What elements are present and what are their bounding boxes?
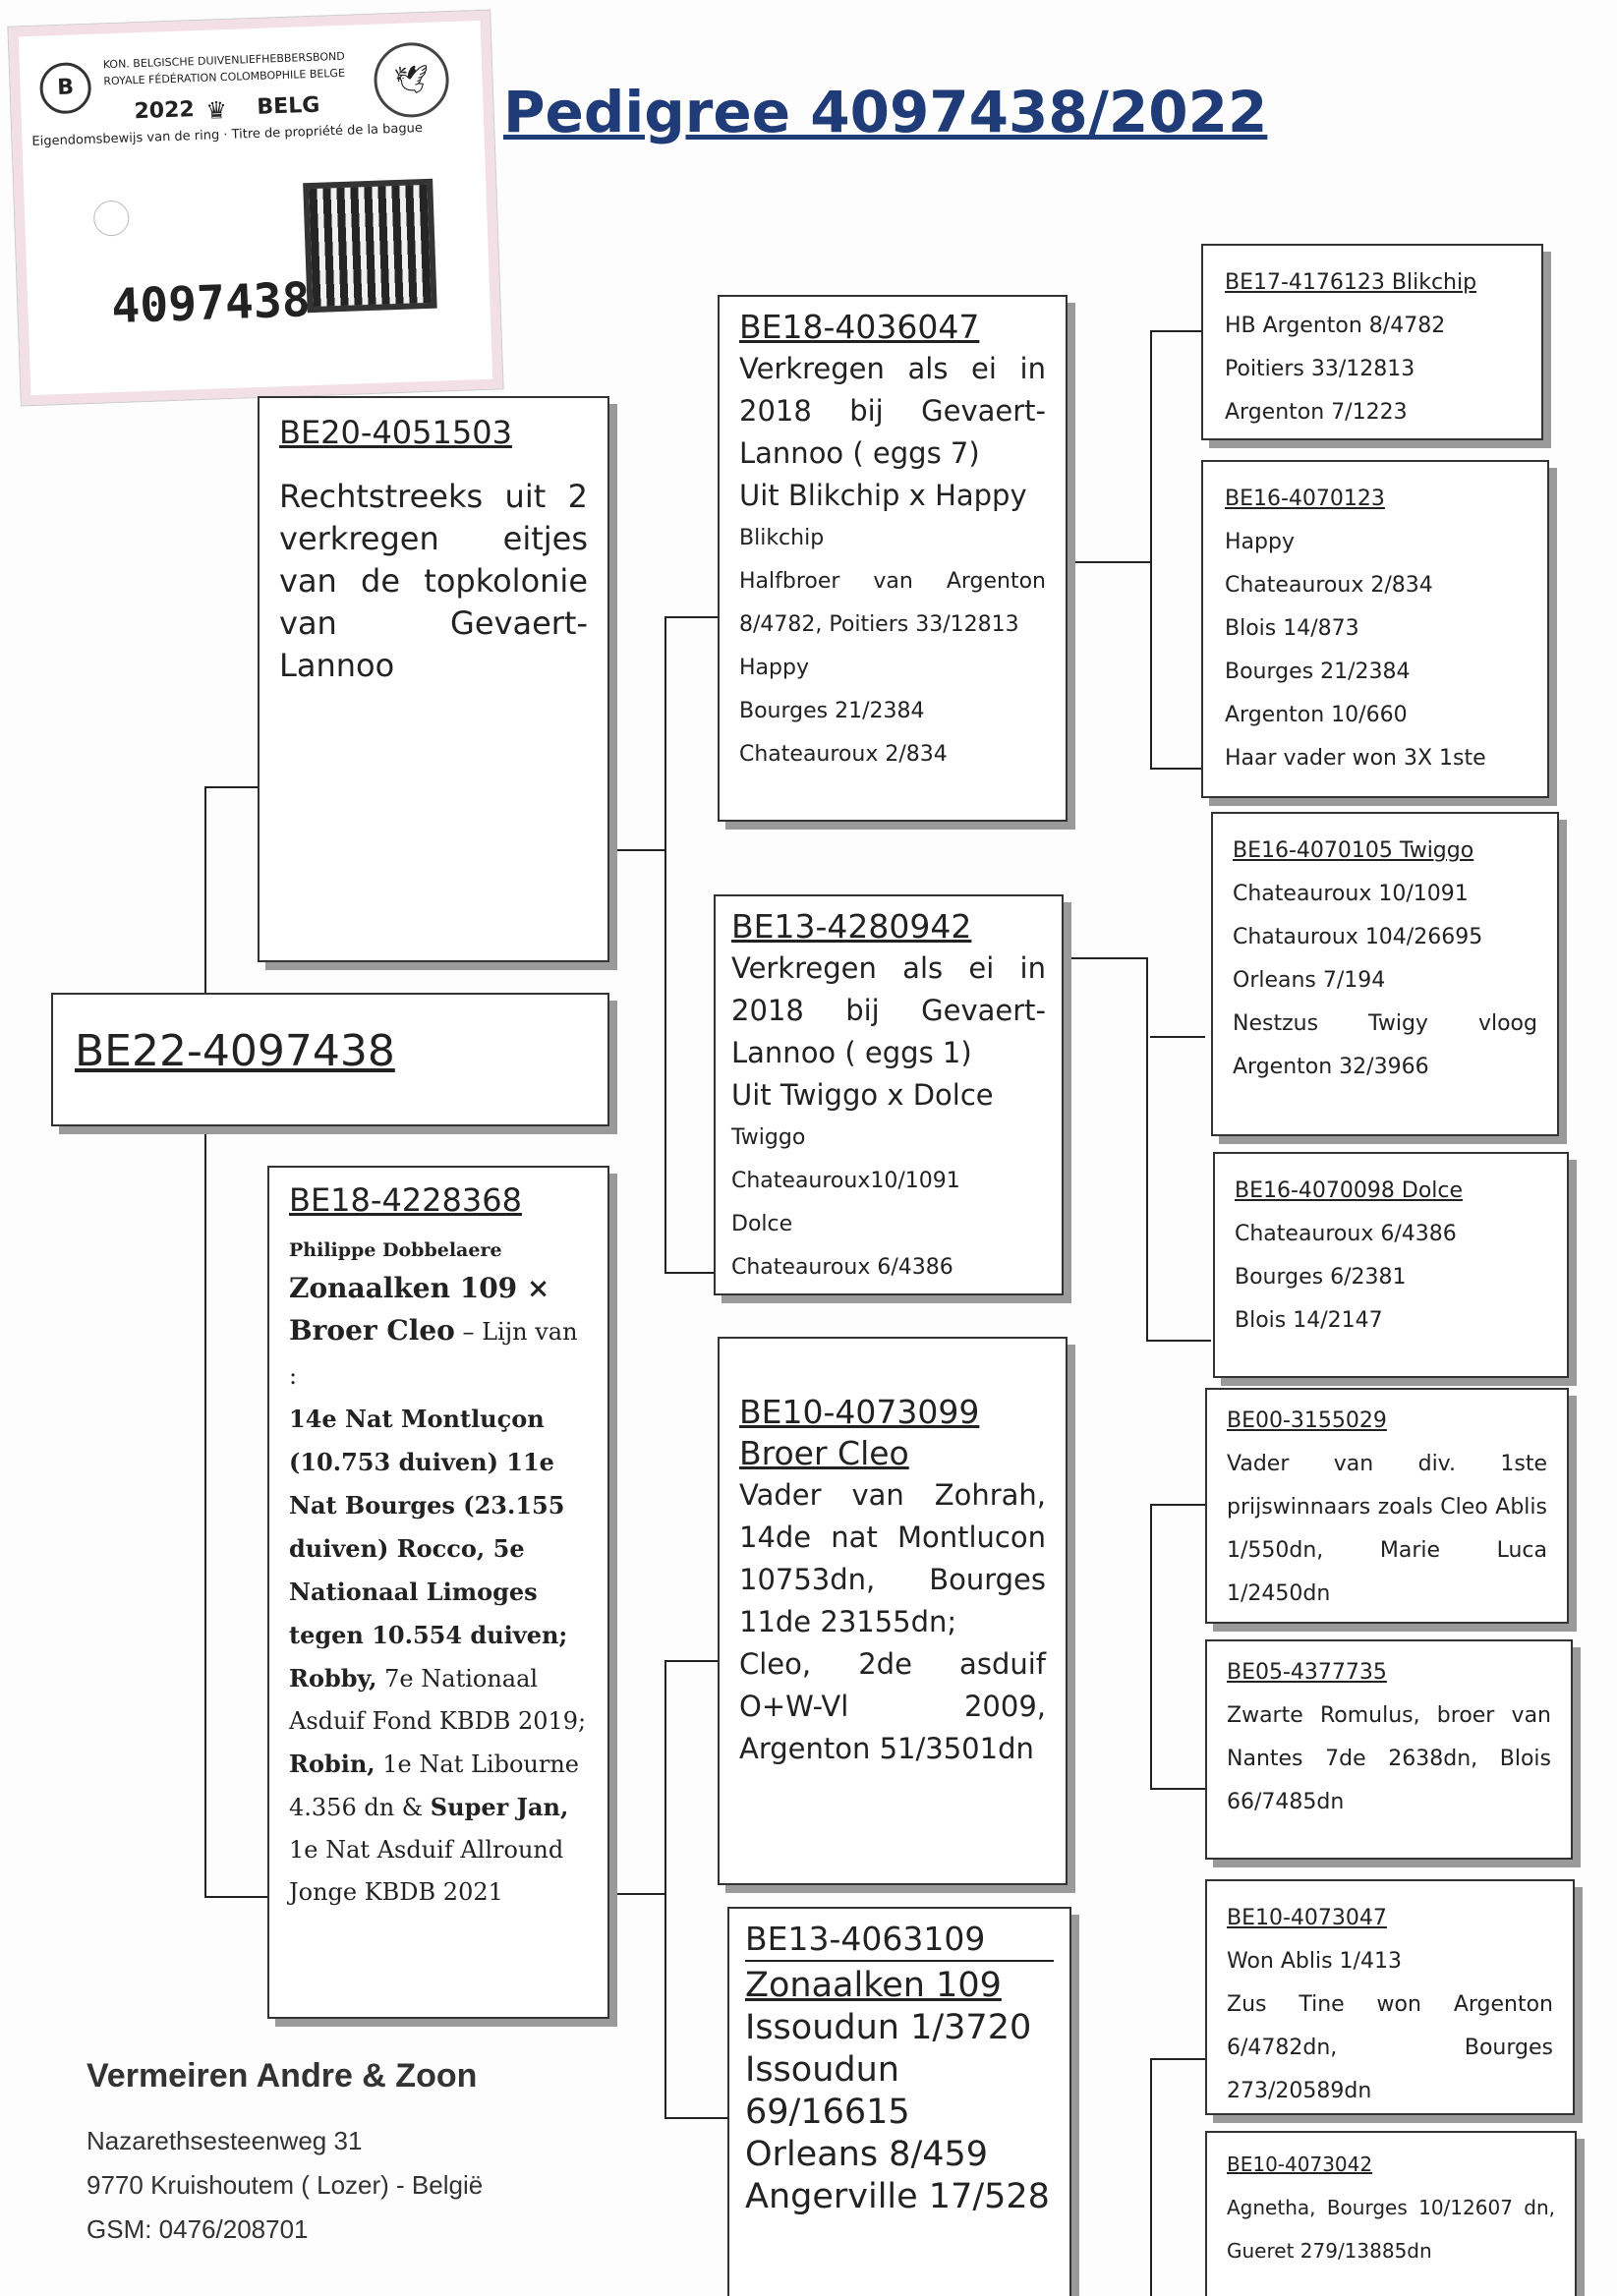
ss-line: Bourges 21/2384: [739, 699, 925, 723]
sire-text: Rechtstreeks uit 2 verkregen eitjes van de topkolonie van Gevaert-Lannoo: [279, 478, 588, 684]
sire-id: BE20-4051503: [279, 414, 512, 451]
crown-icon: ♛: [205, 95, 228, 125]
ssd-line: Argenton 10/660: [1225, 703, 1408, 727]
sdd-id: BE16-4070098 Dolce: [1235, 1178, 1464, 1203]
ring-number: 4097438: [110, 272, 312, 335]
owner-phone: GSM: 0476/208701: [87, 2214, 309, 2244]
federation-line2: ROYALE FÉDÉRATION COLOMBOPHILE BELGE: [103, 66, 346, 88]
ssd-box: [1201, 460, 1549, 798]
sd-line: Twiggo: [731, 1125, 806, 1150]
dds-box: [1205, 1879, 1575, 2115]
dss-line: Vader van div. 1ste prijswinnaars zoals Cleo Ablis 1/550dn, Marie Luca 1/2450dn: [1227, 1452, 1547, 1606]
dam-text-n3: 1e Nat Asduif Allround Jonge KBDB 2021: [289, 1836, 564, 1906]
ss-line: Happy: [739, 656, 809, 680]
ddd-box: [1205, 2131, 1577, 2296]
ssd-line: Haar vader won 3X 1ste: [1225, 746, 1486, 771]
sd-box: [714, 894, 1064, 1295]
sdd-line: Bourges 6/2381: [1235, 1265, 1407, 1290]
dam-bold-line2: Broer Cleo: [289, 1314, 455, 1347]
ss-line: Uit Blikchip x Happy: [739, 479, 1027, 512]
ss-line: Chateauroux 2/834: [739, 742, 948, 767]
punch-hole: [93, 201, 130, 237]
owner-address1: Nazarethsesteenweg 31: [87, 2126, 363, 2155]
dd-line: Issoudun 1/3720: [745, 2008, 1032, 2047]
sd-id: BE13-4280942: [731, 907, 972, 946]
ownership-text: Eigendomsbewijs van de ring · Titre de propriété de la bague: [31, 121, 424, 149]
ring-year: 2022: [134, 97, 196, 125]
dam-text-n2: 1e Nat Libourne 4.356 dn &: [289, 1751, 579, 1821]
ssd-line: Bourges 21/2384: [1225, 660, 1411, 684]
sdd-line: Chateauroux 6/4386: [1235, 1222, 1457, 1246]
sss-box: [1201, 244, 1543, 440]
sire-box: [258, 396, 609, 962]
ssd-line: Blois 14/873: [1225, 616, 1359, 641]
ddd-id: BE10-4073042: [1227, 2152, 1373, 2176]
dsd-line: Zwarte Romulus, broer van Nantes 7de 2638dn, Blois 66/7485dn: [1227, 1703, 1551, 1814]
pigeon-globe-logo: 🕊: [373, 41, 450, 119]
dd-line: Angerville 17/528: [745, 2177, 1050, 2216]
ds-box: [718, 1337, 1068, 1885]
ssd-id: BE16-4070123: [1225, 487, 1385, 511]
dss-id: BE00-3155029: [1227, 1408, 1387, 1433]
sd-line: Chateauroux 6/4386: [731, 1255, 953, 1280]
ss-line: Verkregen als ei in 2018 bij Gevaert-Lannoo ( eggs 7): [739, 352, 1046, 470]
dam-text-b1: 14e Nat Montluçon (10.753 duiven) 11e Nat Bourges (23.155 duiven) Rocco, 5e Nationaal Limoges tegen 10.554 duiven; Robby,: [289, 1405, 568, 1693]
sdd-line: Blois 14/2147: [1235, 1308, 1383, 1333]
dds-line: Won Ablis 1/413: [1227, 1949, 1402, 1974]
subject-id: BE22-4097438: [75, 1026, 395, 1076]
subject-box: [51, 993, 609, 1126]
dds-id: BE10-4073047: [1227, 1906, 1387, 1930]
sds-line: Orleans 7/194: [1233, 968, 1386, 993]
sd-line: Chateauroux10/1091: [731, 1169, 960, 1193]
dd-id: BE13-4063109: [745, 1919, 1054, 1962]
ss-line: Blikchip: [739, 526, 825, 550]
dd-line: Orleans 8/459: [745, 2135, 989, 2174]
ds-line: Vader van Zohrah, 14de nat Montlucon 10753dn, Bourges 11de 23155dn;: [739, 1478, 1046, 1638]
dam-line-suffix: – Lijn van :: [289, 1318, 578, 1390]
ds-name: Broer Cleo: [739, 1434, 909, 1472]
qr-code: [309, 185, 431, 307]
dss-box: [1205, 1388, 1569, 1624]
owner-block: [87, 2054, 483, 2252]
sds-line: Chatauroux 104/26695: [1233, 925, 1483, 949]
ssd-line: Happy: [1225, 530, 1295, 554]
dam-box: [267, 1166, 609, 2019]
dd-line: Issoudun 69/16615: [745, 2050, 910, 2132]
ss-line: Halfbroer van Argenton 8/4782, Poitiers 33/12813: [739, 569, 1046, 637]
sds-line: Nestzus Twigy vloog Argenton 32/3966: [1233, 1011, 1537, 1079]
dd-box: [727, 1907, 1071, 2296]
page-title: Pedigree 4097438/2022: [503, 79, 1268, 145]
federation-line1: KON. BELGISCHE DUIVENLIEFHEBBERSBOND: [102, 49, 345, 72]
dam-text-n1: 7e Nationaal Asduif Fond KBDB 2019;: [289, 1665, 587, 1735]
dd-name: Zonaalken 109: [745, 1966, 1002, 2005]
sds-line: Chateauroux 10/1091: [1233, 882, 1469, 906]
sds-id: BE16-4070105 Twiggo: [1233, 838, 1474, 863]
sd-line: Dolce: [731, 1212, 793, 1236]
sds-box: [1211, 812, 1559, 1136]
dds-line: Zus Tine won Argenton 6/4782dn, Bourges 273/20589dn: [1227, 1992, 1553, 2103]
ddd-line: Agnetha, Bourges 10/12607 dn, Gueret 279/13885dn: [1227, 2196, 1555, 2263]
dsd-box: [1205, 1639, 1573, 1860]
dam-text-b2: Robin,: [289, 1750, 375, 1778]
sd-line: Uit Twiggo x Dolce: [731, 1078, 994, 1112]
dam-id: BE18-4228368: [289, 1181, 522, 1219]
sss-id: BE17-4176123 Blikchip: [1225, 270, 1477, 295]
owner-name: Vermeiren Andre & Zoon: [87, 2057, 478, 2095]
ds-id: BE10-4073099: [739, 1393, 980, 1431]
sss-line: Poitiers 33/12813: [1225, 357, 1415, 381]
federation-logo: B: [39, 62, 92, 115]
dam-breeder: Philippe Dobbelaere: [289, 1239, 502, 1261]
dam-text-b3: Super Jan,: [430, 1793, 569, 1821]
sdd-box: [1213, 1152, 1569, 1378]
ss-id: BE18-4036047: [739, 308, 980, 346]
sss-line: Argenton 7/1223: [1225, 400, 1408, 425]
ssd-line: Chateauroux 2/834: [1225, 573, 1433, 598]
sd-line: Verkregen als ei in 2018 bij Gevaert-Lannoo ( eggs 1): [731, 951, 1046, 1069]
ring-country: BELG: [257, 92, 320, 120]
ring-card: [7, 10, 503, 407]
sss-line: HB Argenton 8/4782: [1225, 314, 1446, 338]
dsd-id: BE05-4377735: [1227, 1660, 1387, 1685]
ss-box: [718, 295, 1068, 822]
owner-address2: 9770 Kruishoutem ( Lozer) - België: [87, 2170, 484, 2200]
ds-line: Cleo, 2de asduif O+W-Vl 2009, Argenton 51/3501dn: [739, 1647, 1046, 1765]
dam-bold-line1: Zonaalken 109 ×: [289, 1272, 550, 1304]
